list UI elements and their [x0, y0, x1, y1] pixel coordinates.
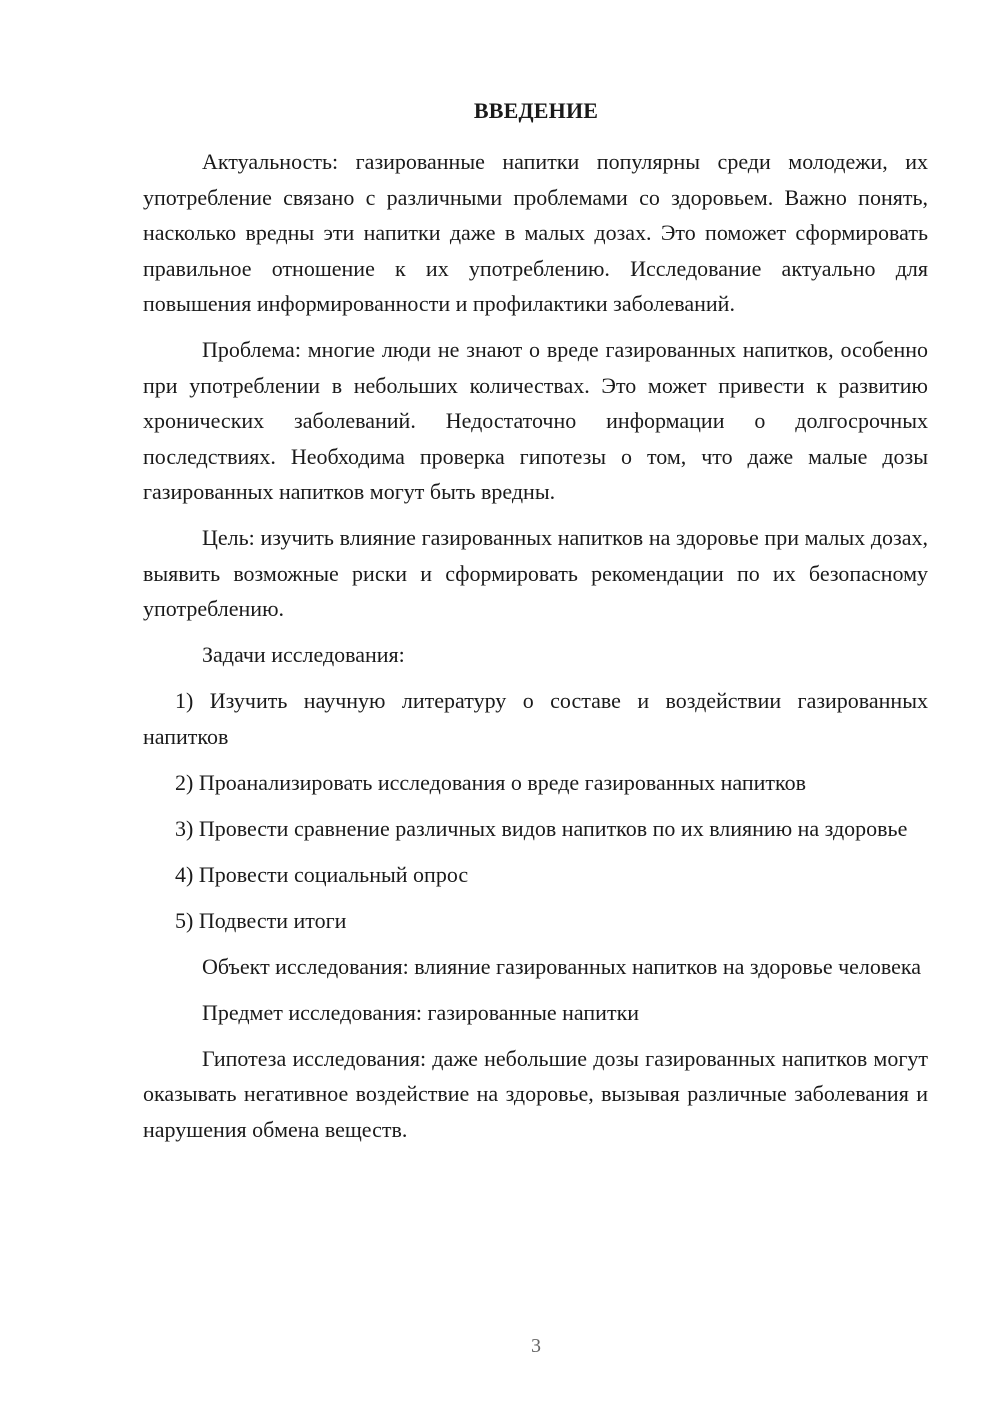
- paragraph-goal: Цель: изучить влияние газированных напитков на здоровье при малых дозах, выявить возможные риски и сформировать рекомендации по их безопасному употреблению.: [143, 525, 928, 621]
- paragraph-object: Объект исследования: влияние газированных напитков на здоровье человека: [202, 953, 922, 979]
- paragraph-subject: Предмет исследования: газированные напитки: [202, 999, 640, 1025]
- task-item-5: 5) Подвести итоги: [175, 907, 347, 933]
- page-heading: ВВЕДЕНИЕ: [473, 98, 599, 123]
- task-item-3: 3) Провести сравнение различных видов напитков по их влиянию на здоровье: [175, 815, 908, 841]
- paragraph-hypothesis: Гипотеза исследования: даже небольшие дозы газированных напитков могут оказывать негативное воздействие на здоровье, вызывая различные заболевания и нарушения обмена веществ.: [143, 1045, 928, 1142]
- task-item-4: 4) Провести социальный опрос: [175, 861, 469, 887]
- tasks-heading: Задачи исследования:: [202, 642, 405, 667]
- paragraph-problem: Проблема: многие люди не знают о вреде газированных напитков, особенно при употреблении в небольших количествах. Это может привести к развитию хронических заболеваний. Недостаточно информации о долгосрочных последствиях. Необходима проверка гипотезы о том, что даже малые дозы газированных напитков могут быть вредны.: [143, 337, 928, 504]
- page-number: 3: [531, 1335, 541, 1357]
- task-item-2: 2) Проанализировать исследования о вреде газированных напитков: [175, 769, 806, 795]
- task-item-1: 1) Изучить научную литературу о составе и воздействии газированных напитков: [143, 688, 928, 749]
- document-body: [143, 144, 928, 1158]
- paragraph-relevance: Актуальность: газированные напитки популярны среди молодежи, их употребление связано с различными проблемами со здоровьем. Важно понять, насколько вредны эти напитки даже в малых дозах. Это поможет сформировать правильное отношение к их употреблению. Исследование актуально для повышения информированности и профилактики заболеваний.: [143, 149, 928, 316]
